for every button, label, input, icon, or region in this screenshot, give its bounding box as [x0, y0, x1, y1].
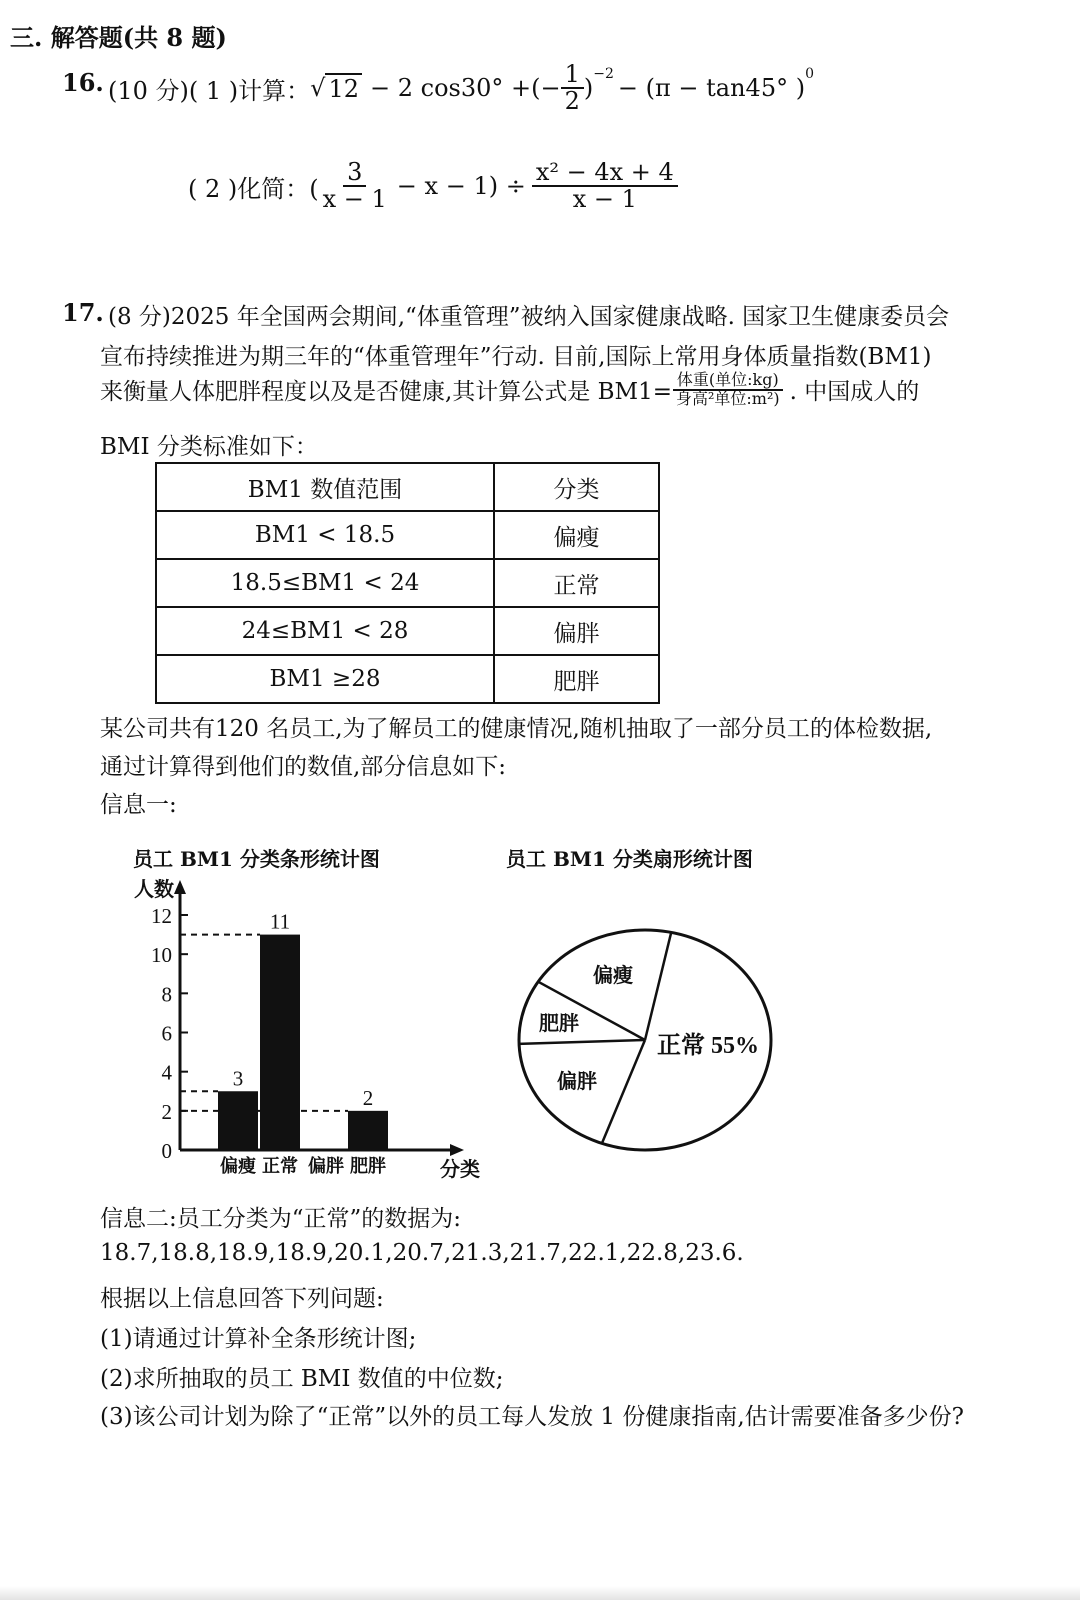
table-row	[156, 655, 659, 703]
q16-part2	[188, 160, 678, 212]
q16-part2-label: ( 2 )化简：(	[188, 174, 319, 203]
info1-label: 信息一:	[100, 792, 177, 818]
q16-part1-label: ( 1 )计算：	[188, 76, 311, 105]
table-cell: 偏胖	[494, 607, 659, 655]
y-tick-label: 12	[151, 904, 172, 928]
q17-line3-pre: 来衡量人体肥胖程度以及是否健康,其计算公式是 BM1=	[100, 379, 672, 406]
pie-chart	[505, 920, 785, 1160]
y-axis-label: 人数	[134, 879, 174, 901]
bar-偏瘦	[218, 1091, 258, 1150]
table-row	[156, 607, 659, 655]
pie-slice-label: 偏胖	[557, 1071, 597, 1093]
q17-line1: (8 分)2025 年全国两会期间,“体重管理”被纳入国家健康战略. 国家卫生健康委员会	[108, 304, 950, 330]
q16-p2-frac1-num: 3	[343, 160, 366, 187]
q17-para2-line1: 某公司共有120 名员工,为了解员工的健康情况,随机抽取了一部分员工的体检数据,	[100, 716, 933, 742]
x-tick-label: 偏瘦	[220, 1156, 256, 1176]
q16-p2-frac1-den: x − 1	[322, 185, 387, 214]
pie-slice-boundary	[645, 932, 671, 1040]
q16-p1-exponent: −2	[593, 66, 614, 82]
table-cell: 正常	[494, 559, 659, 607]
q16-number: 16.	[62, 68, 104, 97]
pie-slice-label: 偏瘦	[593, 965, 633, 987]
y-tick-label: 4	[161, 1060, 172, 1085]
sqrt-symbol: √	[310, 74, 326, 103]
q17-line4: BMI 分类标准如下：	[100, 434, 318, 460]
q16-p1-fraction	[561, 62, 584, 114]
table-cell: 24≤BM1 < 28	[156, 607, 494, 655]
q16-p1-b: )	[583, 74, 594, 103]
table-row	[156, 511, 659, 559]
table-cell: 偏瘦	[494, 511, 659, 559]
x-tick-label: 肥胖	[350, 1156, 386, 1176]
bar-正常	[260, 935, 300, 1150]
q16-p1-a: − 2 cos30° +(−	[370, 74, 561, 103]
bar-chart	[120, 870, 500, 1190]
q16-p2-frac2-den: x − 1	[572, 185, 637, 214]
q17-line3-post: . 中国成人的	[789, 379, 920, 406]
bar-value-label: 11	[269, 909, 291, 934]
q16-p1-exponent-zero: 0	[805, 66, 815, 82]
table-header-range: BM1 数值范围	[156, 463, 494, 511]
table-row	[156, 559, 659, 607]
y-tick-label: 10	[151, 943, 172, 968]
y-tick-label: 0	[161, 1139, 172, 1163]
x-axis-label: 分类	[440, 1159, 480, 1181]
info2-data: 18.7,18.8,18.9,18.9,20.1,20.7,21.3,21.7,22.1,22.8,23.6.	[100, 1240, 744, 1266]
bmi-formula-den: 身高²单位:m²)	[675, 388, 780, 408]
y-axis-arrow	[174, 880, 186, 894]
sub-question-1: (1)请通过计算补全条形统计图;	[100, 1326, 417, 1352]
pie-slice-boundary	[602, 1040, 645, 1143]
bmi-standard-table	[155, 462, 660, 704]
q17-line3	[100, 372, 919, 408]
section-heading: 三. 解答题(共 8 题)	[10, 23, 227, 52]
q17-line2: 宣布持续推进为期三年的“体重管理年”行动. 目前,国际上常用身体质量指数(BM1)	[100, 344, 932, 370]
pie-slice-boundary	[519, 1040, 645, 1044]
q17-number: 17.	[62, 298, 104, 327]
pie-chart-title: 员工 BM1 分类扇形统计图	[506, 847, 753, 871]
q16-part1	[108, 62, 814, 114]
q16-p1-frac-den: 2	[564, 87, 580, 116]
x-tick-label: 偏胖	[308, 1156, 344, 1176]
pie-slice-label: 正常 55%	[657, 1033, 759, 1059]
q16-p2-frac2-num: x² − 4x + 4	[532, 160, 678, 187]
bar-chart-title: 员工 BM1 分类条形统计图	[133, 847, 380, 871]
table-cell: BM1 ≥28	[156, 655, 494, 703]
table-header-category: 分类	[494, 463, 659, 511]
x-tick-label: 正常	[262, 1156, 298, 1176]
sub-question-2: (2)求所抽取的员工 BMI 数值的中位数;	[100, 1366, 504, 1392]
table-cell: 肥胖	[494, 655, 659, 703]
bar-value-label: 3	[232, 1066, 244, 1091]
sub-question-3: (3)该公司计划为除了“正常”以外的员工每人发放 1 份健康指南,估计需要准备多少份?	[100, 1404, 964, 1430]
q16-p2-fraction1	[319, 160, 391, 212]
table-cell: 18.5≤BM1 < 24	[156, 559, 494, 607]
scan-edge-shadow	[0, 1586, 1080, 1600]
sqrt-argument: 12	[325, 73, 362, 103]
bar-肥胖	[348, 1111, 388, 1150]
q16-p2-fraction2	[532, 160, 678, 212]
y-tick-label: 6	[161, 1021, 172, 1046]
y-tick-label: 2	[161, 1099, 172, 1124]
bmi-formula-fraction	[672, 372, 784, 408]
q16-p1-frac-num: 1	[561, 62, 584, 89]
bar-value-label: 2	[362, 1085, 374, 1110]
pie-slice-label: 肥胖	[539, 1013, 579, 1035]
q16-score: (10 分)	[108, 76, 189, 105]
table-header-row	[156, 463, 659, 511]
info2-label: 信息二:员工分类为“正常”的数据为:	[100, 1206, 462, 1232]
q16-p2-mid: − x − 1) ÷	[396, 172, 526, 201]
y-tick-label: 8	[161, 982, 172, 1007]
x-axis-arrow	[450, 1144, 464, 1156]
table-cell: BM1 < 18.5	[156, 511, 494, 559]
bmi-formula-num: 体重(单位:kg)	[673, 372, 783, 391]
q16-p1-c: − (π − tan45° )	[617, 74, 806, 103]
q17-para2-line2: 通过计算得到他们的数值,部分信息如下:	[100, 754, 507, 780]
answer-intro: 根据以上信息回答下列问题:	[100, 1286, 384, 1312]
